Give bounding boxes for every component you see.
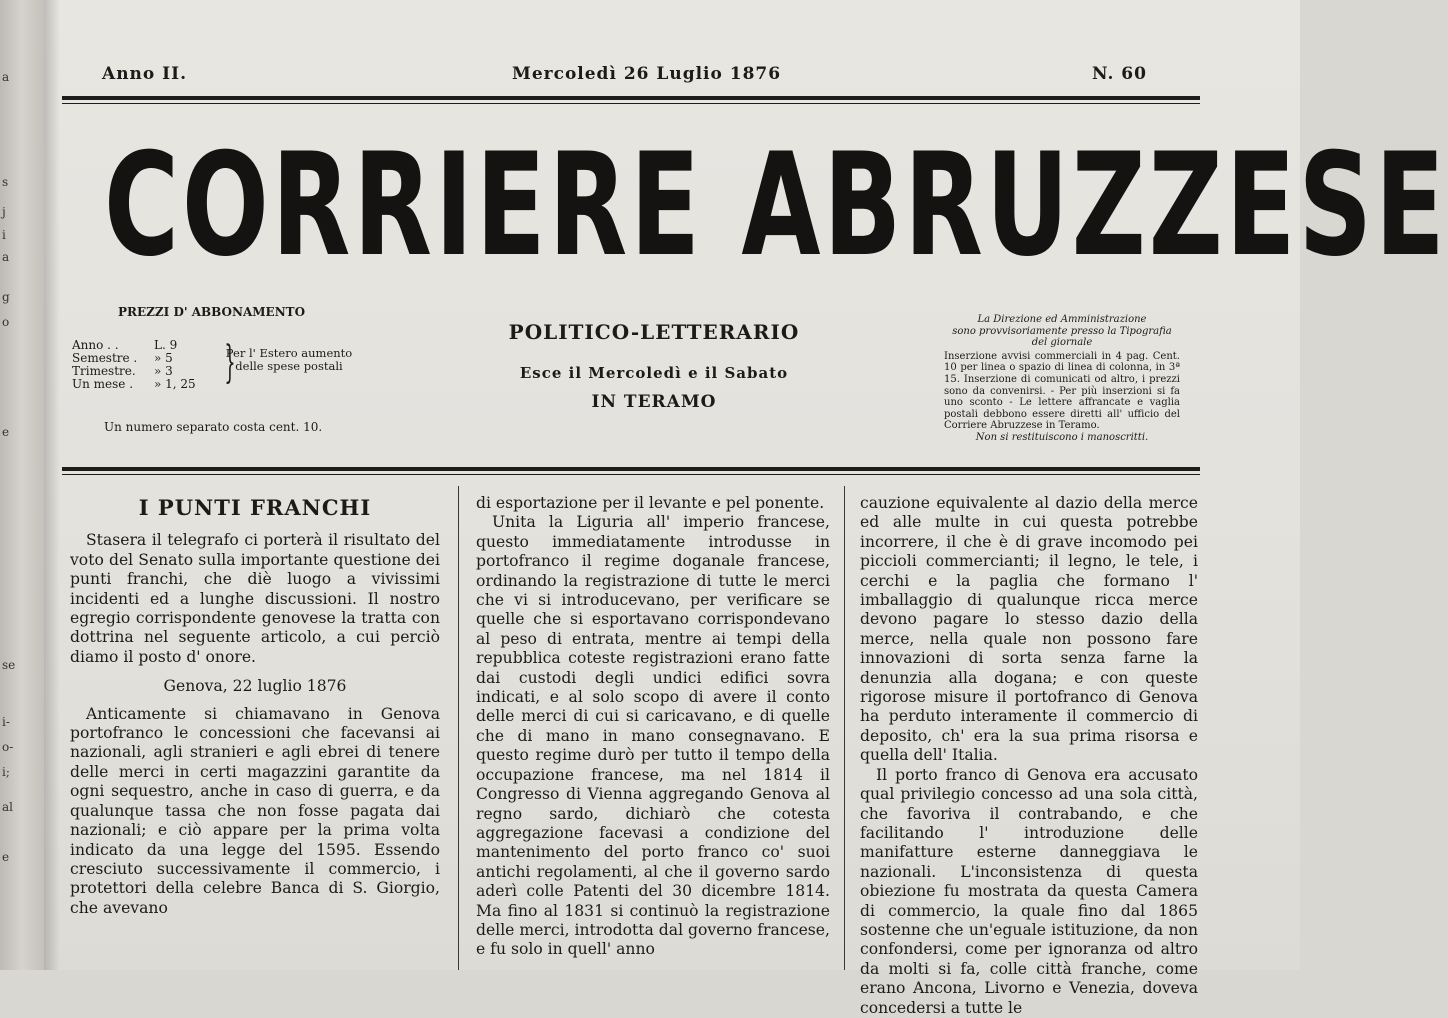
issue-number: N. 60 bbox=[1092, 64, 1147, 84]
column-divider bbox=[844, 486, 845, 970]
price-row bbox=[72, 378, 202, 391]
price-label: Trimestre. bbox=[72, 364, 136, 378]
brace-glyph: } bbox=[224, 337, 236, 388]
left-fragment: o- bbox=[2, 740, 14, 754]
masthead-center-info bbox=[424, 320, 884, 412]
left-fragment: al bbox=[2, 800, 13, 814]
article-column-1 bbox=[70, 494, 440, 918]
article-intro: Stasera il telegrafo ci porterà il risultato del voto del Senato sulla importante questione dei punti franchi, che diè luogo a vivissimi incidenti ed a lunghe discussioni. Il nostro egregio corrispondente genovese la tratta con dottrina nel seguente articolo, a cui perciò diamo il posto d' onore. bbox=[70, 531, 440, 666]
admin-footer: Non si restituiscono i manoscritti. bbox=[975, 431, 1149, 443]
article-dateline: Genova, 22 luglio 1876 bbox=[163, 677, 347, 696]
left-fragment: a bbox=[2, 70, 10, 84]
admin-body: Inserzione avvisi commerciali in 4 pag. Cent. 10 per linea o spazio di linea di colonna, in 3ª 15. Inserzione di comunicati od altro, i prezzi sono da convenirsi. - Per più inserzioni si fa uno sconto - Le lettere affrancate e vaglia postali debbono essere diretti all' ufficio del Corriere Abruzzese in Teramo. bbox=[944, 350, 1180, 432]
article-col2-p2: Unita la Liguria all' imperio francese, questo immediatamente introdusse in portofranco il regime doganale francese, ordinando la registrazione di tutte le merci che vi si introducevano, per verificare se quelle che si esportavano corrispondevano al peso di entrata, mentre ai tempi della repubblica coteste registrazioni erano fatte dai custodi degli undici edifici sovra indicati, e al solo scopo di avere il conto delle merci di cui si caricavano, e di quelle che di mano in mano consegnavano. E questo regime durò per tutto il tempo della occupazione francese, ma nel 1814 il Congresso di Vienna aggregando Genova al regno sardo, dichiarò che cotesta aggregazione facevasi a condizione del mantenimento del porto franco co' suoi antichi regolamenti, al che il governo sardo aderì colle Patenti del 30 dicembre 1814. Ma fino al 1831 si continuò la registrazione delle merci, introdotta dal governo francese, e fu solo in quell' anno bbox=[476, 513, 830, 959]
header-rule-thin bbox=[62, 103, 1200, 104]
admin-line-3: del giornale bbox=[1031, 337, 1093, 349]
anno-label: Anno II. bbox=[102, 64, 187, 84]
page-fold-shadow bbox=[44, 0, 60, 970]
left-fragment: g bbox=[2, 290, 10, 304]
location: IN TERAMO bbox=[591, 392, 717, 412]
price-label: Anno . . bbox=[72, 338, 119, 352]
left-fragment: i- bbox=[2, 715, 10, 729]
price-value: L. 9 bbox=[154, 338, 178, 352]
left-page-edge bbox=[0, 0, 45, 970]
column-divider bbox=[458, 486, 459, 970]
admin-notice bbox=[944, 314, 1180, 444]
admin-line-1: La Direzione ed Amministrazione bbox=[977, 314, 1147, 325]
left-fragment: i; bbox=[2, 765, 10, 779]
article-title: I PUNTI FRANCHI bbox=[138, 495, 372, 520]
left-fragment: a bbox=[2, 250, 10, 264]
foreign-note: Per l' Estero aumento delle spese postali bbox=[225, 346, 353, 373]
article-col3-p2: Il porto franco di Genova era accusato qual privilegio concesso ad una sola città, che favoriva il contrabando, e che facilitando l' introduzione delle manifatture esterne danneggiava le nazionali. L'inconsistenza di questa obiezione fu mostrata da questa Camera di commercio, la quale fino dal 1865 sostenne che un'eguale istituzione, da non confondersi, come per ignoranza od altro da molti si fa, colle città franche, come erano Ancona, Livorno e Venezia, doveva concedersi a tutte le bbox=[860, 765, 1198, 1017]
masthead-title: CORRIERE ABRUZZESE bbox=[104, 123, 1448, 288]
left-fragment: o bbox=[2, 315, 10, 329]
left-fragment: j bbox=[2, 205, 6, 219]
newspaper-page bbox=[44, 0, 1448, 1017]
article-column-2 bbox=[476, 494, 830, 960]
subscription-title: PREZZI D' ABBONAMENTO bbox=[118, 305, 306, 319]
price-label: Semestre . bbox=[72, 351, 138, 365]
article-column-3 bbox=[860, 494, 1198, 1018]
price-value: » 5 bbox=[154, 351, 173, 365]
body-rule-thin bbox=[62, 474, 1200, 475]
article-col3-p1: cauzione equivalente al dazio della merce ed alle multe in cui questa potrebbe incorrere, il che è di grave incomodo pei piccioli commercianti; il legno, le tele, i cerchi e la paglia che formano l' imballaggio di qualunque ricca merce devono pagare lo stesso dazio della merce, nella quale non possono fare innovazioni di sorta senza farne la denunzia alla dogana; e con queste rigorose misure il portofranco di Genova ha perduto interamente il commercio di deposito, ch' era la sua prima risorsa e quella dell' Italia. bbox=[860, 494, 1198, 765]
admin-line-2: sono provvisoriamente presso la Tipografia bbox=[952, 325, 1172, 337]
left-fragment: s bbox=[2, 175, 9, 189]
price-label: Un mese . bbox=[72, 377, 134, 391]
subscription-table bbox=[72, 339, 202, 391]
header-rule-top bbox=[62, 96, 1200, 100]
single-copy-price: Un numero separato costa cent. 10. bbox=[104, 420, 323, 434]
article-col2-p1: di esportazione per il levante e pel ponente. bbox=[476, 494, 825, 512]
left-fragment: e bbox=[2, 425, 10, 439]
subtitle: POLITICO-LETTERARIO bbox=[508, 320, 800, 344]
left-fragment: i bbox=[2, 228, 6, 242]
schedule: Esce il Mercoledì e il Sabato bbox=[519, 364, 789, 382]
article-col1-body: Anticamente si chiamavano in Genova portofranco le concessioni che facevansi ai nazionali, agli stranieri e agli ebrei di tenere delle merci in certi magazzini garantite da ogni sequestro, anche in caso di guerra, e da qualunque tassa che non fosse pagata dai nazionali; e ciò appare per la prima volta indicato da una legge del 1595. Essendo cresciuto successivamente il commercio, i protettori della celebre Banca di S. Giorgio, che avevano bbox=[70, 704, 440, 917]
price-value: » 3 bbox=[154, 364, 173, 378]
left-fragment: se bbox=[2, 658, 16, 672]
left-fragment: e bbox=[2, 850, 10, 864]
price-value: » 1, 25 bbox=[154, 377, 196, 391]
body-rule-top bbox=[62, 467, 1200, 471]
issue-date: Mercoledì 26 Luglio 1876 bbox=[512, 64, 782, 84]
